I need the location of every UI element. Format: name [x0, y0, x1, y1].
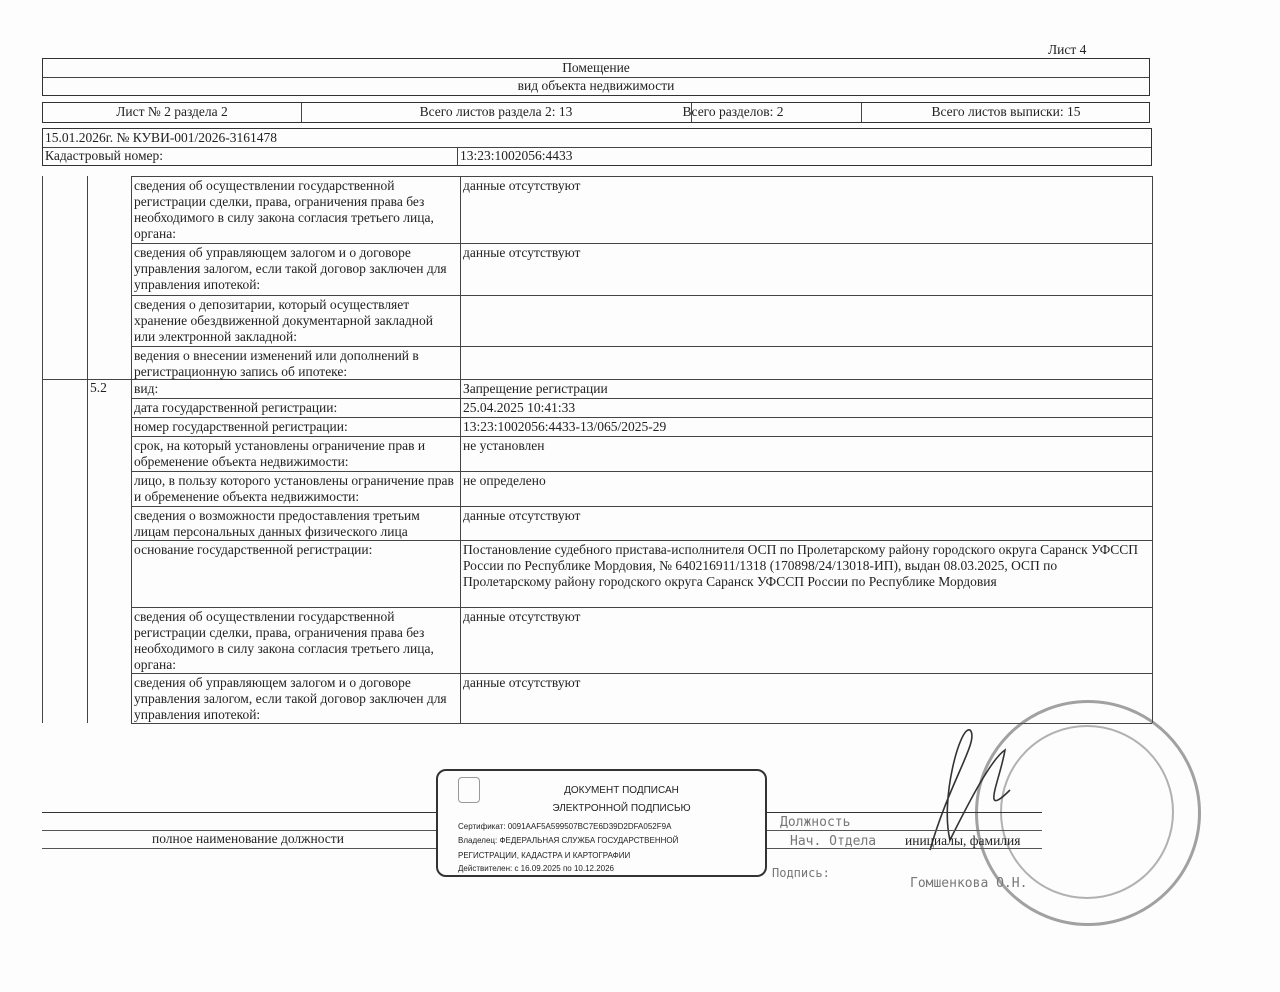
- table-row: [131, 471, 1152, 507]
- row-value: 25.04.2025 10:41:33: [463, 400, 576, 415]
- table-row: [131, 417, 1152, 437]
- header-total-sheets: Всего листов выписки: 15: [931, 104, 1081, 119]
- object-type: Помещение: [562, 60, 630, 75]
- doc-id: 15.01.2026г. № КУВИ-001/2026-3161478: [45, 130, 278, 145]
- esign-line2: ЭЛЕКТРОННОЙ ПОДПИСЬЮ: [552, 803, 691, 814]
- electronic-signature-stamp: [436, 769, 767, 877]
- table-row: [131, 673, 1152, 724]
- signer-position: Нач. Отдела: [790, 834, 877, 849]
- cadastral-value: 13:23:1002056:4433: [460, 148, 573, 163]
- row-value: Запрещение регистрации: [463, 381, 608, 396]
- esign-valid: Действителен: с 16.09.2025 по 10.12.2026: [458, 864, 614, 873]
- sheet-label: Лист 4: [1048, 42, 1087, 57]
- table-row: [131, 540, 1152, 608]
- header-sheet: Лист № 2 раздела 2: [116, 104, 228, 119]
- header-section-sheets: Всего листов раздела 2: 13: [419, 104, 573, 119]
- emblem-icon: [458, 777, 480, 803]
- doc-id-box: [42, 128, 1152, 166]
- initials-caption: инициалы, фамилия: [905, 833, 1021, 848]
- row-value: Постановление судебного пристава-исполнителя ОСП по Пролетарскому району городского округа Саранск УФССП России по Республике Мордовия, № 640216911/1318 (170898/24/13018-ИП), выдан 08.03.2025, ОСП по Пролетарскому району городского округа Саранск УФССП России по Республике Мордовия: [463, 542, 1139, 589]
- row-label: ведения о внесении изменений или дополнений в регистрационную запись об ипотеке:: [134, 348, 419, 379]
- cadastral-label: Кадастровый номер:: [45, 148, 164, 163]
- esign-cert: Сертификат: 0091AAF5A599507BC7E6D39D2DFA052F9A: [458, 822, 672, 831]
- row-label: сведения об осуществлении государственной регистрации сделки, права, ограничения права без необходимого в силу закона согласия третьего лица, органа:: [134, 178, 434, 241]
- esign-line1: ДОКУМЕНТ ПОДПИСАН: [564, 785, 679, 796]
- row-label: дата государственной регистрации:: [134, 400, 338, 415]
- signer-position-label: Должность: [780, 815, 851, 830]
- sheet-header: [42, 102, 1150, 123]
- position-caption: полное наименование должности: [152, 831, 344, 846]
- table-row: [131, 243, 1152, 296]
- row-label: срок, на который установлены ограничение прав и обременение объекта недвижимости:: [134, 438, 426, 469]
- table-row: [131, 295, 1152, 347]
- row-value: данные отсутствуют: [463, 245, 581, 260]
- row-label: вид:: [134, 381, 159, 396]
- row-label: сведения об управляющем залогом и о договоре управления залогом, если такой договор заключен для управления ипотекой:: [134, 675, 447, 722]
- signer-name: Гомшенкова О.Н.: [910, 876, 1028, 891]
- row-label: сведения о депозитарии, который осуществляет хранение обездвиженной документарной закладной или электронной закладной:: [134, 297, 433, 344]
- row-label: основание государственной регистрации:: [134, 542, 373, 557]
- table-row: [131, 176, 1152, 244]
- row-label: номер государственной регистрации:: [134, 419, 348, 434]
- row-value: не установлен: [463, 438, 545, 453]
- signer-signature-label: Подпись:: [772, 866, 830, 880]
- object-type-box: [42, 58, 1150, 96]
- table-row: [131, 379, 1152, 399]
- esign-owner2: РЕГИСТРАЦИИ, КАДАСТРА И КАРТОГРАФИИ: [458, 851, 631, 860]
- row-label: лицо, в пользу которого установлены ограничение прав и обременение объекта недвижимости:: [134, 473, 454, 504]
- esign-owner: Владелец: ФЕДЕРАЛЬНАЯ СЛУЖБА ГОСУДАРСТВЕННОЙ: [458, 836, 679, 845]
- row-value: данные отсутствуют: [463, 609, 581, 624]
- row-value: не определено: [463, 473, 546, 488]
- row-value: 13:23:1002056:4433-13/065/2025-29: [463, 419, 667, 434]
- object-type-caption: вид объекта недвижимости: [517, 78, 675, 93]
- row-value: данные отсутствуют: [463, 508, 581, 523]
- table-row: [131, 398, 1152, 418]
- row-label: сведения об осуществлении государственной регистрации сделки, права, ограничения права без необходимого в силу закона согласия третьего лица, органа:: [134, 609, 434, 672]
- row-label: сведения о возможности предоставления третьим лицам персональных данных физического лица: [134, 508, 420, 539]
- table-row: [131, 607, 1152, 674]
- table-row: [131, 506, 1152, 541]
- table-row: [131, 346, 1152, 380]
- row-value: данные отсутствуют: [463, 675, 581, 690]
- row-value: данные отсутствуют: [463, 178, 581, 193]
- header-sections: Всего разделов: 2: [682, 104, 784, 119]
- row-number: 5.2: [90, 380, 107, 395]
- table-row: [131, 436, 1152, 472]
- row-label: сведения об управляющем залогом и о договоре управления залогом, если такой договор заключен для управления ипотекой:: [134, 245, 447, 292]
